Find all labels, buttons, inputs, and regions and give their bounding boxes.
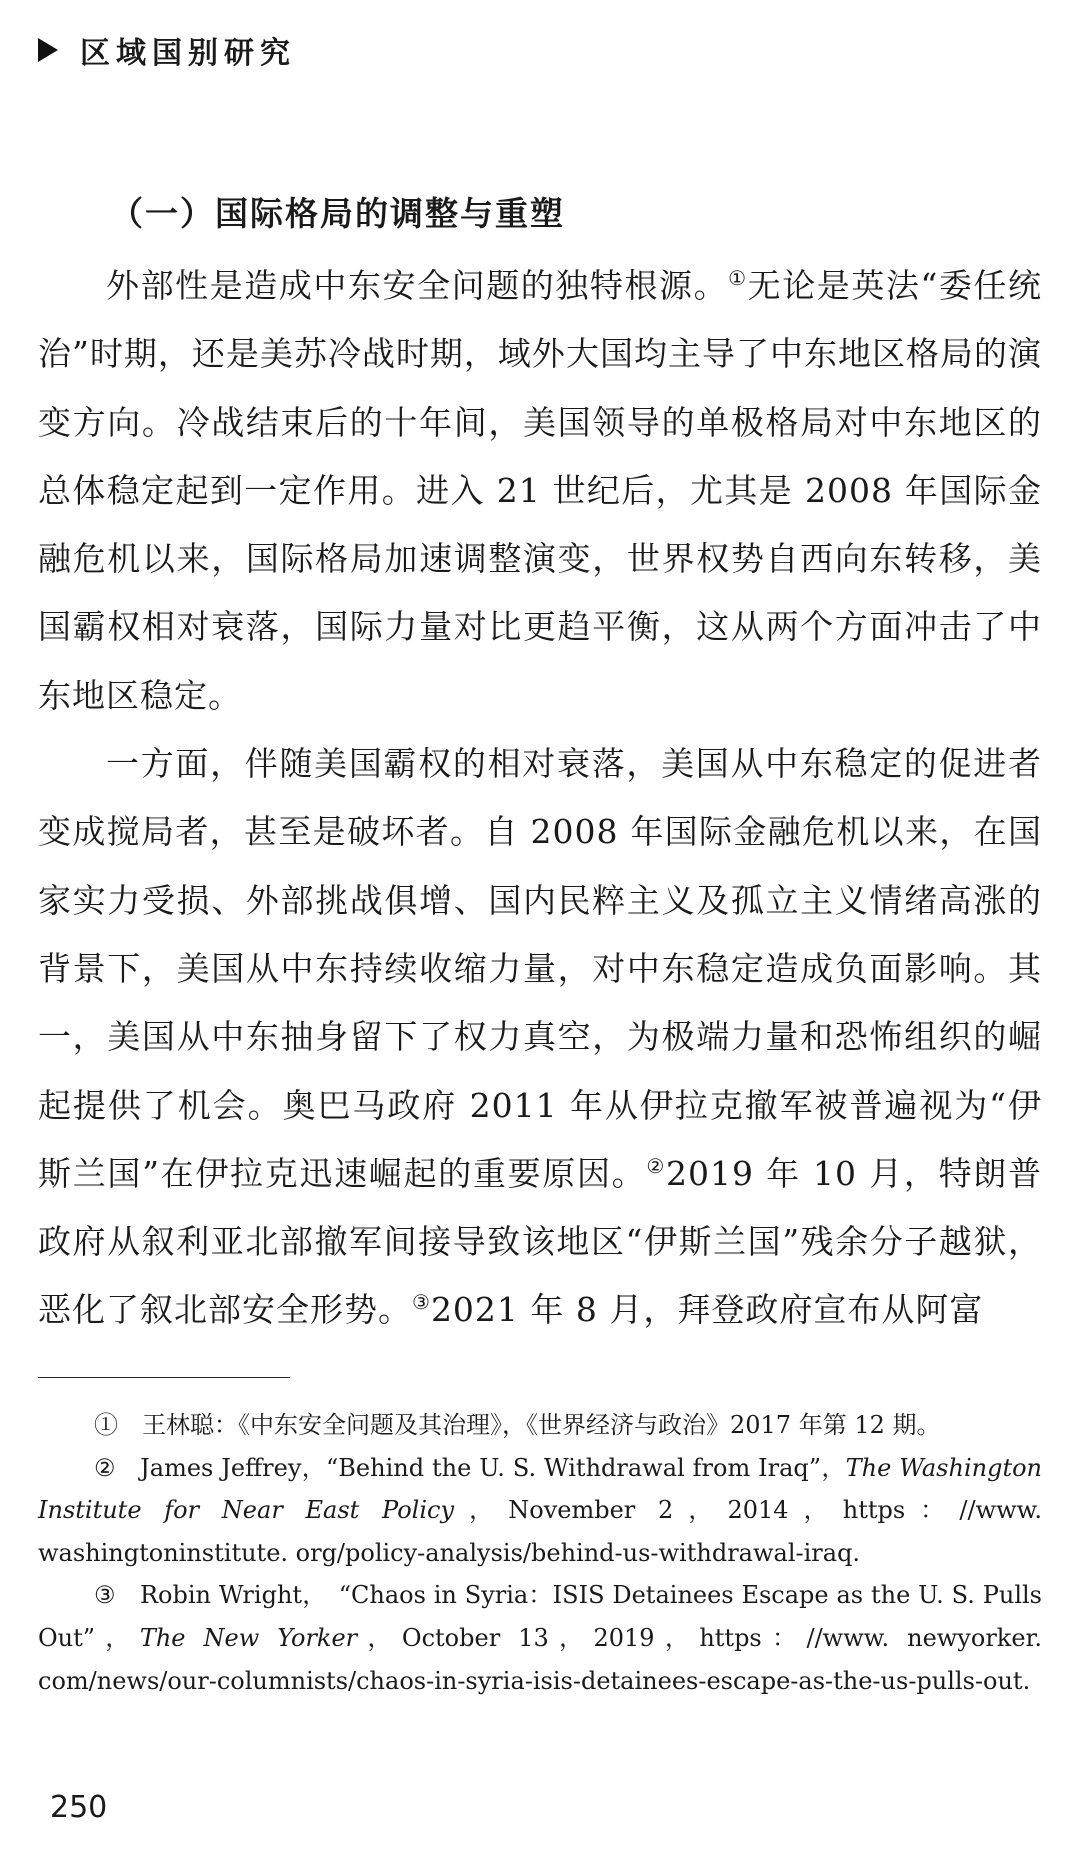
footnote-text: ③ Robin Wright， “Chaos in Syria：ISIS Detainees Escape as the U. S. Pulls Out”， [38, 1581, 1042, 1652]
footnote-text: ② James Jeffrey，“Behind the U. S. Withdrawal from Iraq”， [94, 1453, 846, 1482]
paragraph-text: 外部性是造成中东安全问题的独特根源。 [106, 266, 729, 305]
section-title: （一）国际格局的调整与重塑 [110, 194, 565, 233]
footnote-ref[interactable]: ① [728, 266, 748, 290]
footnotes [38, 1404, 1042, 1702]
footnote-3 [38, 1574, 1042, 1702]
body-text [38, 252, 1042, 1345]
footnote-text: ，November 2，2014，https：//www. washingtoninstitute. org/policy-analysis/behind-us-withdrawal-iraq. [38, 1496, 1042, 1567]
section-label: 区域国别研究 [80, 36, 296, 71]
paragraph-text: 一方面，伴随美国霸权的相对衰落，美国从中东稳定的促进者变成搅局者，甚至是破坏者。自 2008 年国际金融危机以来，在国家实力受损、外部挑战俱增、国内民粹主义及孤立主义情绪高涨的背景下，美国从中东持续收缩力量，对中东稳定造成负面影响。其一，美国从中东抽身留下了权力真空，为极端力量和恐怖组织的崛起提供了机会。奥巴马政府 2011 年从伊拉克撤军被普遍视为“伊斯兰国”在伊拉克迅速崛起的重要原因。 [38, 744, 1042, 1193]
publication-title: The New Yorker [139, 1623, 358, 1652]
paragraph-2 [38, 730, 1042, 1345]
footnote-ref[interactable]: ② [646, 1153, 666, 1178]
footnote-text: ，October 13，2019，https：//www. newyorker. com/news/our-columnists/chaos-in-syria-isis-detainees-escape-as-the-us-pulls-out. [38, 1623, 1043, 1695]
footnote-text: ① 王林聪：《中东安全问题及其治理》，《世界经济与政治》2017 年第 12 期。 [94, 1411, 941, 1439]
footnote-1 [38, 1404, 1042, 1447]
paragraph-text: 无论是英法“委任统治”时期，还是美苏冷战时期，域外大国均主导了中东地区格局的演变方向。冷战结束后的十年间，美国领导的单极格局对中东地区的总体稳定起到一定作用。进入 21 世纪后，尤其是 2008 年国际金融危机以来，国际格局加速调整演变，世界权势自西向东转移，美国霸权相对衰落，国际力量对比更趋平衡，这从两个方面冲击了中东地区稳定。 [38, 266, 1042, 715]
footnote-2 [38, 1447, 1042, 1575]
running-header [38, 28, 296, 72]
paragraph-1 [38, 252, 1042, 730]
publication-title: The Washington Institute for Near East Policy [38, 1453, 1042, 1525]
paragraph-text: 2019 年 10 月，特朗普政府从叙利亚北部撤军间接导致该地区“伊斯兰国”残余分子越狱，恶化了叙北部安全形势。 [38, 1153, 1042, 1330]
triangle-bullet-icon [38, 38, 58, 62]
page-number: 250 [50, 1790, 108, 1825]
footnote-ref[interactable]: ③ [412, 1290, 431, 1315]
paragraph-text: 2021 年 8 月，拜登政府宣布从阿富 [430, 1290, 984, 1330]
footnote-divider [38, 1377, 290, 1378]
